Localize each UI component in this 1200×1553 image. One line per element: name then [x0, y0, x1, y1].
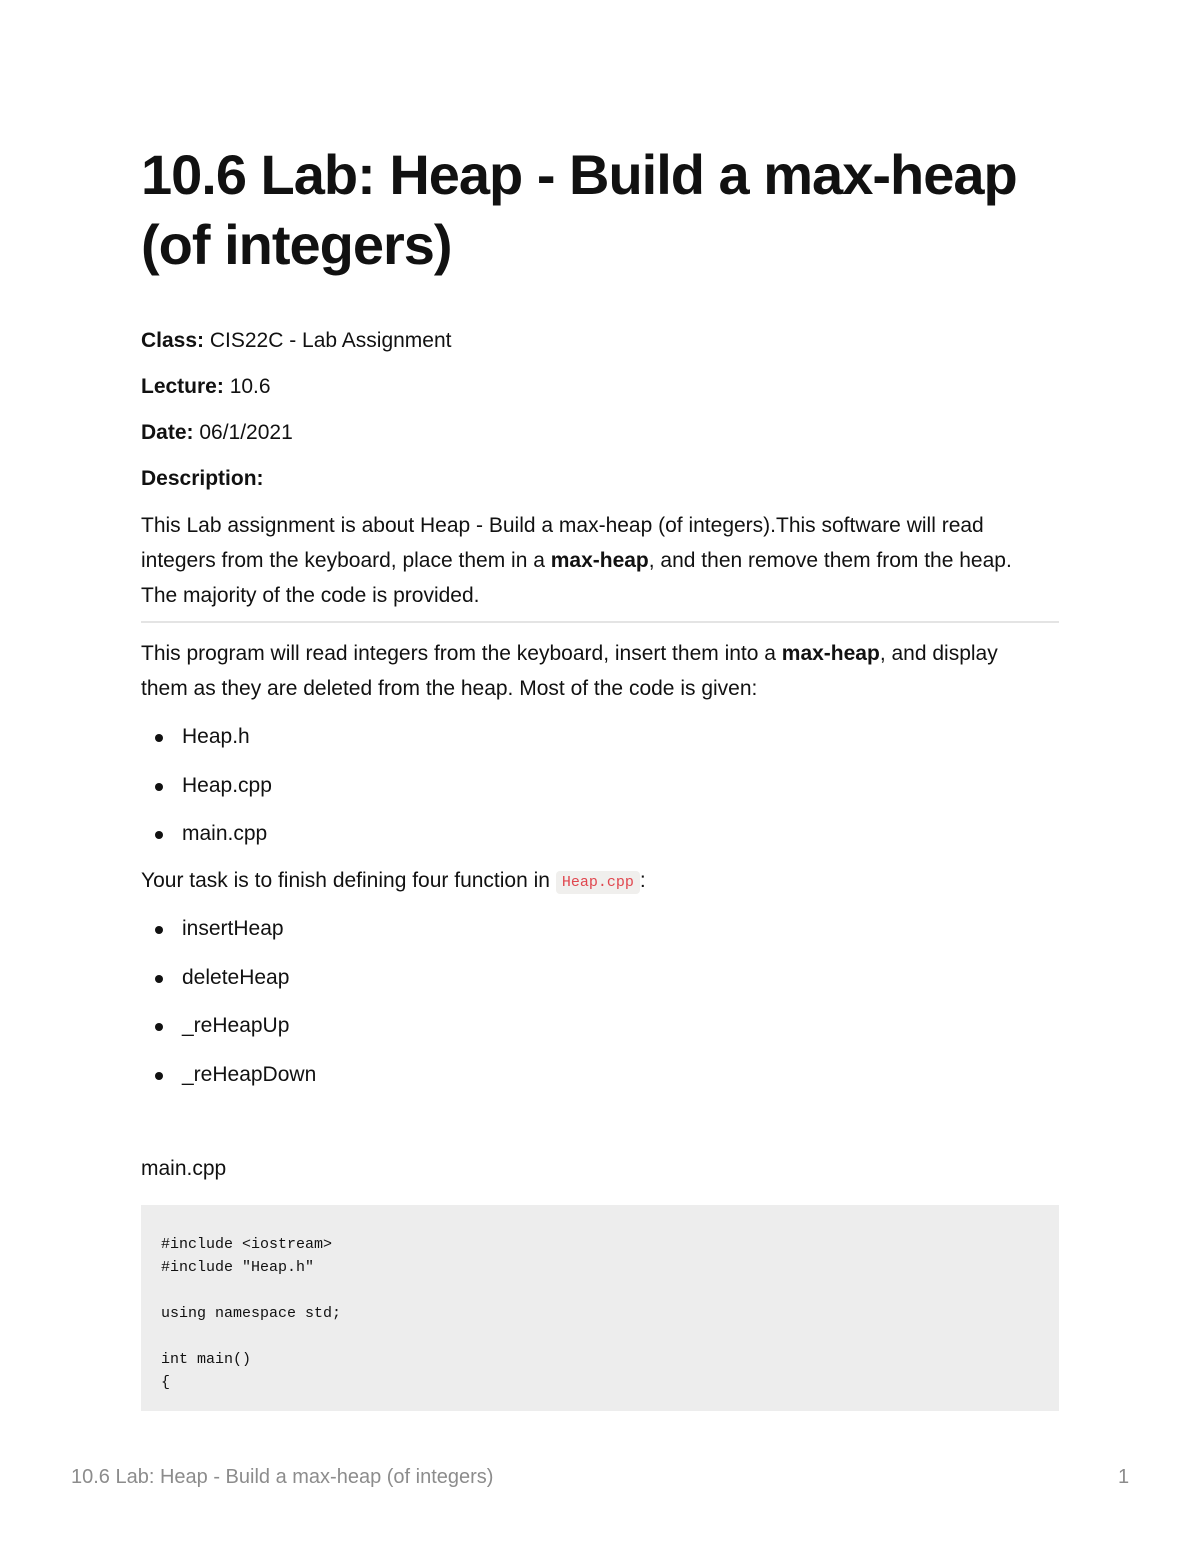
page-number: 1 — [1118, 1466, 1130, 1488]
bullet-icon — [155, 734, 163, 742]
bullet-icon — [155, 1023, 163, 1031]
class-line — [141, 326, 452, 356]
list-item — [141, 963, 316, 1012]
task-line — [141, 866, 646, 899]
code-line: using namespace std; — [161, 1305, 342, 1322]
code-line: { — [161, 1374, 171, 1391]
task-text-1: Your task is to finish defining four function in — [141, 869, 556, 892]
bullet-icon — [155, 783, 163, 791]
given-files-list — [141, 722, 272, 868]
bullet-icon — [155, 926, 163, 934]
description-heading — [141, 464, 264, 494]
divider — [141, 621, 1059, 623]
program-intro-bold: max-heap — [781, 642, 880, 665]
task-text-2: : — [639, 869, 646, 892]
bullet-icon — [155, 831, 163, 839]
list-item — [141, 722, 272, 771]
page-title: 10.6 Lab: Heap - Build a max-heap (of integers) — [141, 143, 1017, 276]
inline-code: Heap.cpp — [556, 871, 640, 894]
program-intro-paragraph — [141, 636, 1041, 706]
code-block — [141, 1205, 1059, 1411]
bullet-icon — [155, 1072, 163, 1080]
footer-title: 10.6 Lab: Heap - Build a max-heap (of integers) — [71, 1466, 494, 1488]
list-item-label: main.cpp — [182, 822, 268, 845]
description-bold: max-heap — [550, 549, 649, 572]
lecture-line — [141, 372, 271, 402]
description-text-1: This Lab assignment is about Heap - Build a max-heap (of integers).This software will read integers from the keyboard, place them in a — [141, 514, 984, 572]
class-value: CIS22C - Lab Assignment — [204, 329, 452, 352]
program-intro-text-2: , and display them as they are deleted from the heap. Most of the code is given: — [141, 642, 998, 700]
description-paragraph — [141, 508, 1041, 613]
list-item — [141, 1060, 316, 1109]
date-label: Date: — [141, 421, 194, 444]
list-item-label: insertHeap — [182, 917, 284, 940]
date-line — [141, 418, 293, 448]
bullet-icon — [155, 975, 163, 983]
date-value: 06/1/2021 — [193, 421, 293, 444]
code-heading: main.cpp — [141, 1157, 227, 1180]
list-item-label: _reHeapUp — [182, 1014, 290, 1037]
list-item — [141, 819, 272, 868]
list-item-label: Heap.h — [182, 725, 250, 748]
list-item — [141, 1011, 316, 1060]
code-line: #include "Heap.h" — [161, 1259, 315, 1276]
description-label: Description: — [141, 467, 264, 490]
code-line: int main() — [161, 1351, 252, 1368]
lecture-value: 10.6 — [223, 375, 271, 398]
list-item-label: deleteHeap — [182, 965, 290, 989]
list-item — [141, 771, 272, 820]
class-label: Class: — [141, 329, 205, 352]
functions-list — [141, 914, 316, 1108]
program-intro-text-1: This program will read integers from the keyboard, insert them into a — [141, 642, 782, 665]
description-text-2: , and then remove them from the heap. The majority of the code is provided. — [141, 549, 1012, 607]
code-line: #include <iostream> — [161, 1236, 333, 1253]
list-item-label: _reHeapDown — [182, 1062, 317, 1086]
lecture-label: Lecture: — [141, 375, 224, 398]
list-item-label: Heap.cpp — [182, 773, 272, 797]
list-item — [141, 914, 316, 963]
